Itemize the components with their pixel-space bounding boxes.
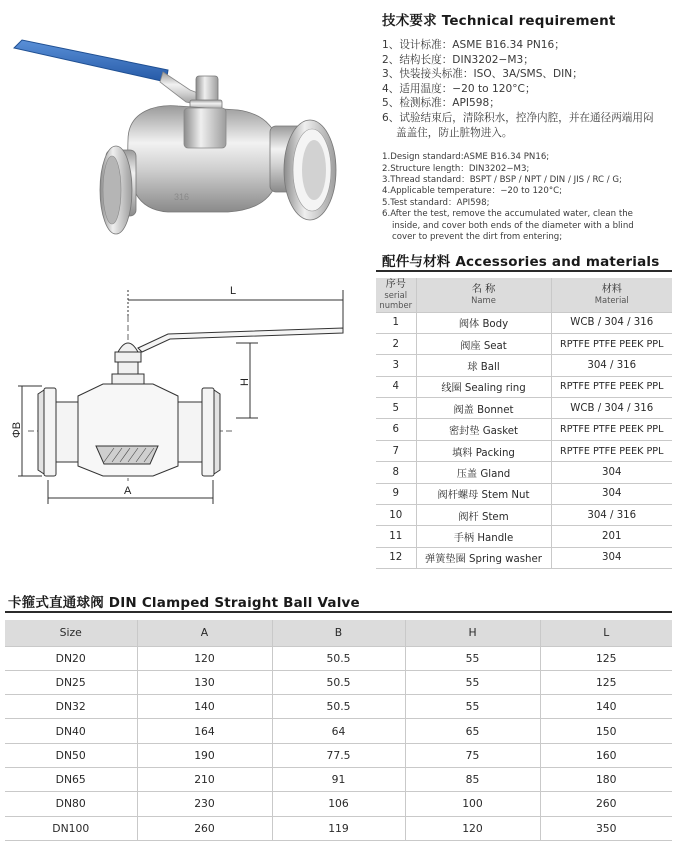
cn-item: 1、设计标准：ASME B16.34 PN16； — [382, 39, 565, 51]
en-item: 1.Design standard:ASME B16.34 PN16; — [382, 152, 550, 163]
table-row: 9 阀杆螺母 Stem Nut 304 — [376, 483, 672, 504]
cn-item: 4、适用温度：−20 to 120°C； — [382, 82, 536, 95]
name-header: 名 称 Name — [416, 278, 551, 312]
technical-en-list — [382, 152, 674, 243]
col-l: L — [540, 620, 672, 646]
col-size: Size — [5, 620, 137, 646]
en-item: 5.Test standard：API598; — [382, 197, 490, 208]
accessories-title: 配件与材料 Accessories and materials — [382, 254, 660, 270]
en-item: 4.Applicable temperature：−20 to 120°C; — [382, 186, 563, 197]
cn-item: 6、试验结束后，清除积水，控净内腔，并在通径两端用闷 — [382, 111, 654, 124]
table-row: 6 密封垫 Gasket RPTFE PTFE PEEK PPL — [376, 419, 672, 440]
accessories-table — [376, 278, 672, 569]
cn-item-cont: 盖盖住，防止脏物进入。 — [396, 126, 513, 139]
label-A: A — [124, 485, 132, 497]
valve-dimension-drawing — [8, 276, 363, 506]
col-b: B — [272, 620, 405, 646]
table-row: DN100 260 119 120 350 — [5, 816, 672, 840]
accessories-header-row — [376, 278, 672, 312]
table-row: 3 球 Ball 304 / 316 — [376, 355, 672, 376]
dimensions-title: 卡箍式直通球阀 DIN Clamped Straight Ball Valve — [8, 595, 360, 611]
table-row: DN32 140 50.5 55 140 — [5, 695, 672, 719]
handle-grip — [14, 40, 168, 82]
label-L: L — [230, 285, 237, 297]
table-row: 1 阀体 Body WCB / 304 / 316 — [376, 312, 672, 333]
en-item: 2.Structure length：DIN3202−M3; — [382, 163, 530, 174]
technical-requirements — [382, 9, 674, 243]
technical-title: 技术要求 Technical requirement — [382, 13, 616, 29]
table-row: 12 弹簧垫圈 Spring washer 304 — [376, 547, 672, 568]
dimensions-header-row — [5, 620, 672, 646]
ball-valve-photo — [8, 30, 353, 250]
label-H: H — [239, 378, 251, 386]
col-h: H — [405, 620, 540, 646]
cn-item: 3、快装接头标准：ISO、3A/SMS、DIN； — [382, 68, 583, 81]
col-a: A — [137, 620, 272, 646]
table-row: 10 阀杆 Stem 304 / 316 — [376, 505, 672, 526]
body-mark: 316 — [174, 192, 190, 202]
en-item: 6.After the test, remove the accumulated water, clean the — [382, 209, 633, 220]
accessories-divider — [376, 270, 672, 272]
stem-nut — [196, 76, 218, 102]
dimensions-divider — [5, 611, 672, 613]
technical-cn-list — [382, 38, 674, 140]
table-row: 2 阀座 Seat RPTFE PTFE PEEK PPL — [376, 333, 672, 354]
table-row: 4 线圈 Sealing ring RPTFE PTFE PEEK PPL — [376, 376, 672, 397]
table-row: 8 压盖 Gland 304 — [376, 462, 672, 483]
cn-item: 5、检测标准：API598； — [382, 97, 500, 110]
dimensions-table — [5, 620, 672, 841]
table-row: DN40 164 64 65 150 — [5, 719, 672, 743]
table-row: 7 填料 Packing RPTFE PTFE PEEK PPL — [376, 440, 672, 461]
table-row: DN80 230 106 100 260 — [5, 792, 672, 816]
table-row: 11 手柄 Handle 201 — [376, 526, 672, 547]
en-item: 3.Thread standard：BSPT / BSP / NPT / DIN / JIS / RC / G; — [382, 174, 622, 185]
label-B: ΦB — [11, 421, 23, 438]
table-row: DN25 130 50.5 55 125 — [5, 670, 672, 694]
en-item-cont: inside, and cover both ends of the diameter with a blind — [392, 220, 634, 231]
cn-item: 2、结构长度：DIN3202−M3； — [382, 53, 534, 66]
en-item-cont: cover to prevent the dirt from entering; — [392, 232, 563, 242]
material-header: 材料 Material — [551, 278, 672, 312]
serial-header: 序号 serial number — [376, 278, 416, 312]
table-row: DN20 120 50.5 55 125 — [5, 646, 672, 670]
table-row: 5 阀盖 Bonnet WCB / 304 / 316 — [376, 398, 672, 419]
table-row: DN50 190 77.5 75 160 — [5, 743, 672, 767]
table-row: DN65 210 91 85 180 — [5, 767, 672, 791]
